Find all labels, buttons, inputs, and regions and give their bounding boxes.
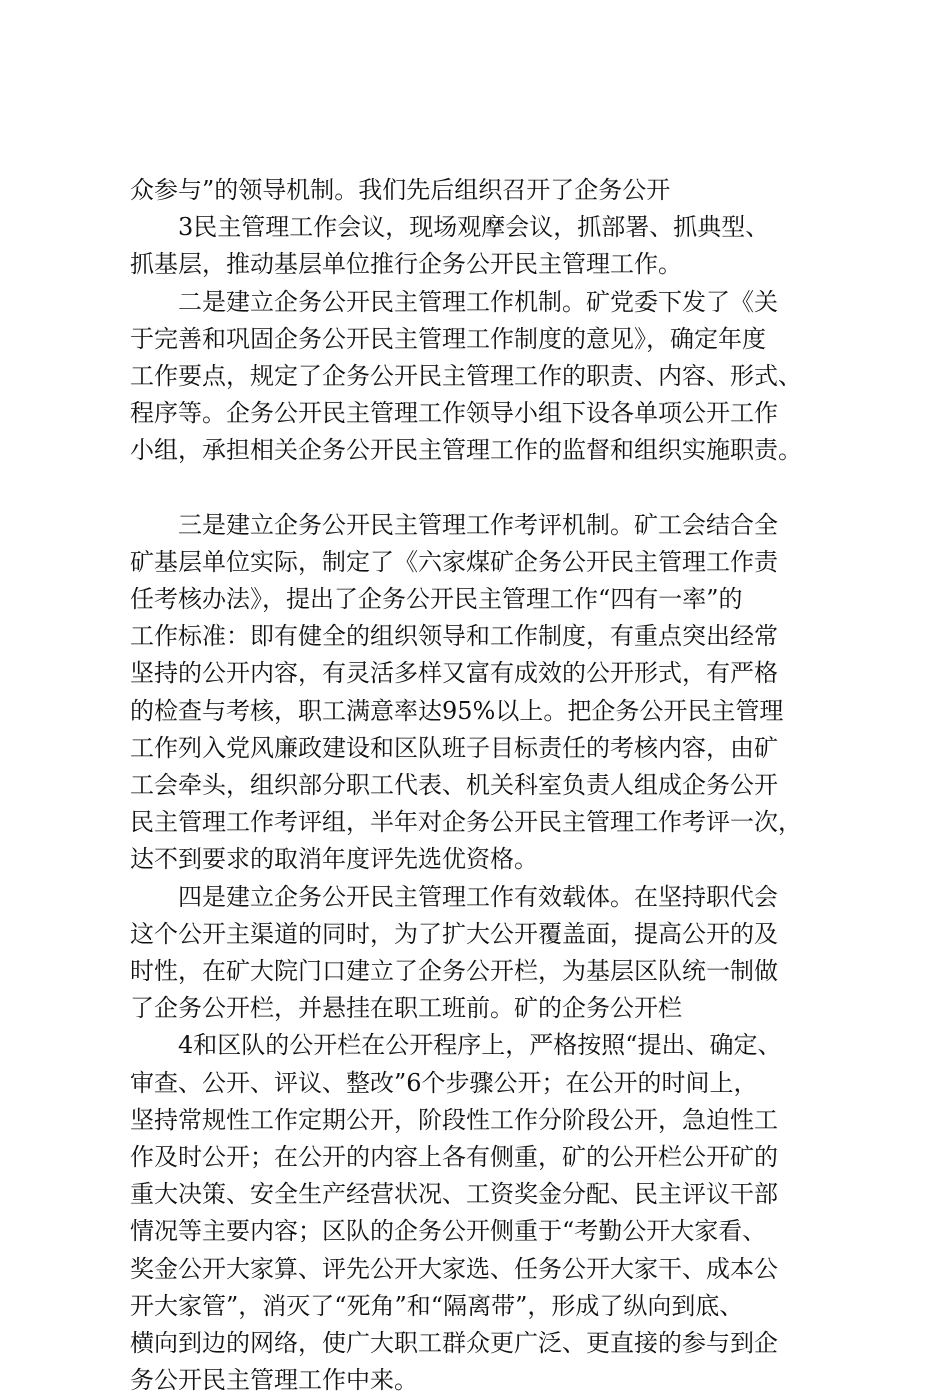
paragraph-4: 三是建立企务公开民主管理工作考评机制。矿工会结合全 矿基层单位实际，制定了《六家煤矿企务公开民主管理工作责 任考核办法》，提出了企务公开民主管理工作“四有一率”的 工作标准：即有健全的组织领导和工作制度，有重点突出经常 坚持的公开内容，有灵活多样又富有成效的公开形式，有严格 的检查与考核，职工满意率达95%以上。把企务公开民主管理 工作列入党风廉政建设和区队班子目标责任的考核内容，由矿 工会牵头，组织部分职工代表、机关科室负责人组成企务公开 民主管理工作考评组，半年对企务公开民主管理工作考评一次， 达不到要求的取消年度评先选优资格。 bbox=[130, 510, 802, 874]
paragraph-2: 3民主管理工作会议，现场观摩会议，抓部署、抓典型、 抓基层，推动基层单位推行企务公开民主管理工作。 bbox=[130, 213, 770, 279]
paragraph-6: 4和区队的公开栏在公开程序上，严格按照“提出、确定、 审查、公开、评议、整改”6个步骤公开；在公开的时间上， 坚持常规性工作定期公开，阶段性工作分阶段公开，急迫性工 作及时公开；在公开的内容上各有侧重，矿的公开栏公开矿的 重大决策、安全生产经营状况、工资奖金分配、民主评议干部 情况等主要内容；区队的企务公开侧重于“考勤公开大家看、 奖金公开大家算、评先公开大家选、任务公开大家干、成本公 开大家管”，消灭了“死角”和“隔离带”，形成了纵向到底、 横向到边的网络，使广大职工群众更广泛、更直接的参与到企 务公开民主管理工作中来。 bbox=[130, 1031, 782, 1395]
paragraph-1: 众参与”的领导机制。我们先后组织召开了企务公开 bbox=[130, 176, 671, 204]
document-body bbox=[130, 172, 830, 1400]
paragraph-gap bbox=[130, 470, 830, 507]
paragraph-5: 四是建立企务公开民主管理工作有效载体。在坚持职代会 这个公开主渠道的同时，为了扩大公开覆盖面，提高公开的及 时性，在矿大院门口建立了企务公开栏，为基层区队统一制做 了企务公开栏，并悬挂在职工班前。矿的企务公开栏 bbox=[130, 882, 778, 1023]
paragraph-3: 二是建立企务公开民主管理工作机制。矿党委下发了《关 于完善和巩固企务公开民主管理工作制度的意见》，确定年度 工作要点，规定了企务公开民主管理工作的职责、内容、形式、 程序等。企务公开民主管理工作领导小组下设各单项公开工作 小组，承担相关企务公开民主管理工作的监督和组织实施职责。 bbox=[130, 287, 802, 465]
